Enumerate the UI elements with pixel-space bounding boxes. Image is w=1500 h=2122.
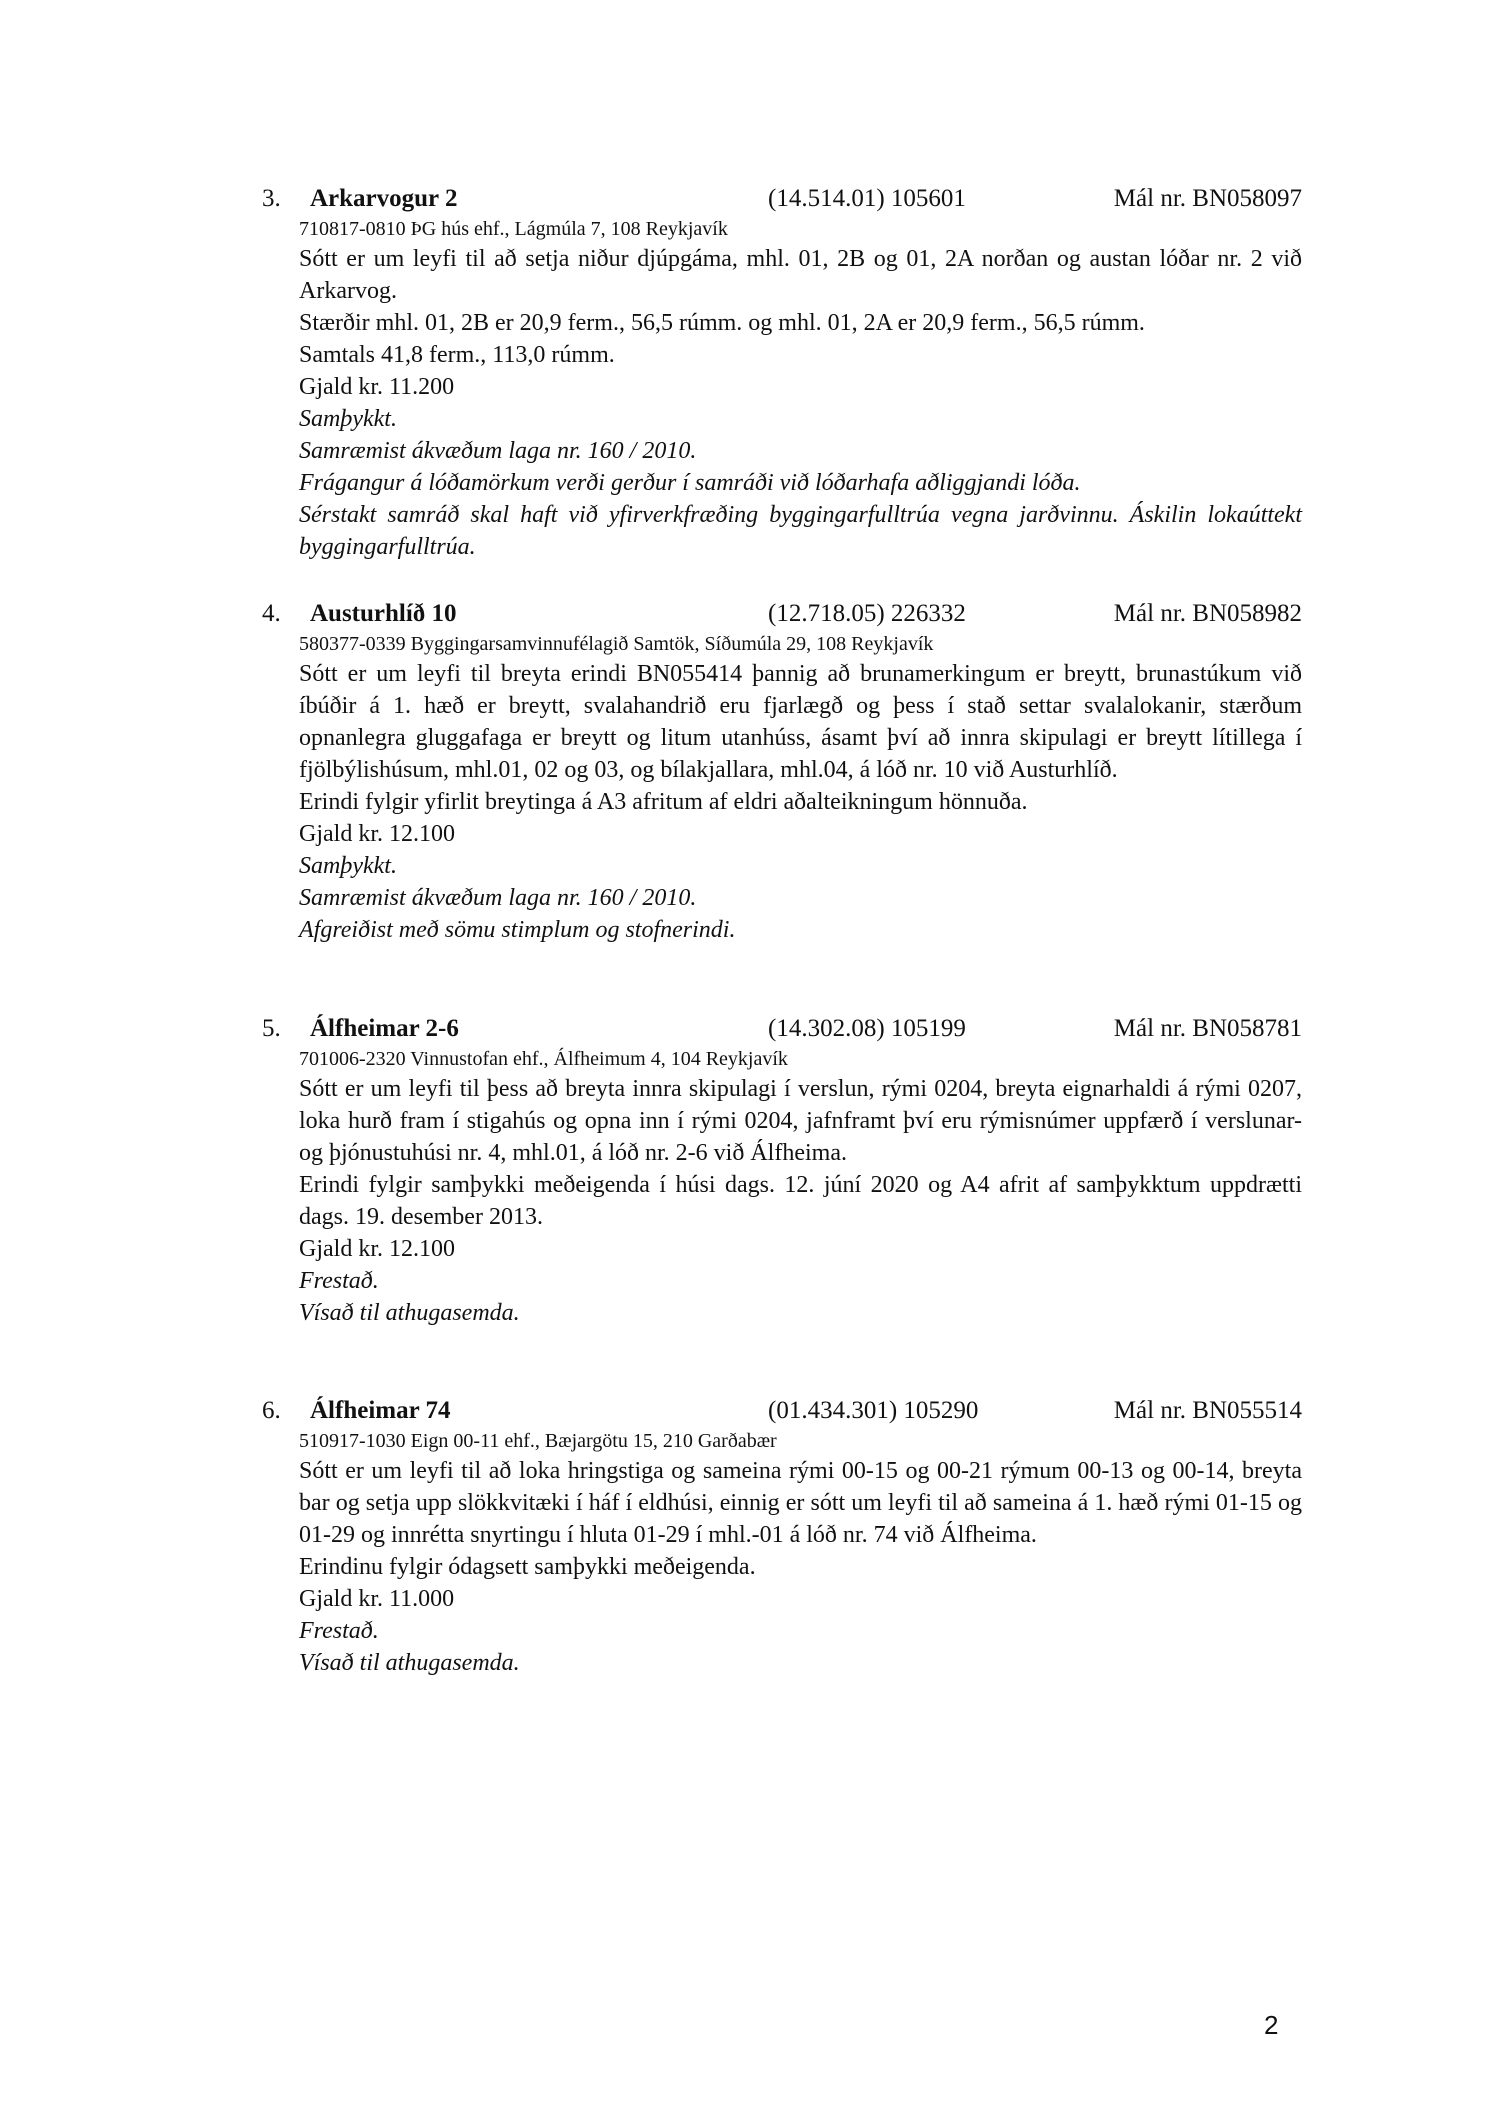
property-name: Austurhlíð 10 <box>310 600 457 627</box>
item-number: 3. <box>262 185 281 212</box>
decision-line: Vísað til athugasemda. <box>299 1650 520 1676</box>
case-number: Mál nr. BN058781 <box>1113 1015 1302 1042</box>
decision-line: Frágangur á lóðamörkum verði gerður í samráði við lóðarhafa aðliggjandi lóða. <box>299 470 1081 496</box>
decision-line: Samþykkt. <box>299 406 397 432</box>
case-number: Mál nr. BN055514 <box>1113 1397 1302 1424</box>
decision-line: Vísað til athugasemda. <box>299 1300 520 1326</box>
case-header <box>262 597 1302 631</box>
item-number: 5. <box>262 1015 281 1042</box>
fee: Gjald kr. 12.100 <box>299 821 455 847</box>
page-number: 2 <box>1264 2010 1279 2040</box>
case-body <box>299 1428 1302 1679</box>
fee: Gjald kr. 11.000 <box>299 1586 455 1612</box>
case-header <box>262 1012 1302 1046</box>
applicant: 580377-0339 Byggingarsamvinnufélagið Samtök, Síðumúla 29, 108 Reykjavík <box>299 633 934 655</box>
case-body <box>299 631 1302 946</box>
lot-number: (14.514.01) 105601 <box>768 185 966 212</box>
property-name: Álfheimar 2-6 <box>310 1015 459 1042</box>
decision-line: Samþykkt. <box>299 853 397 879</box>
description: Sótt er um leyfi til breyta erindi BN055414 þannig að brunamerkingum er breytt, brunastúkum við íbúðir á 1. hæð er breytt, svalahandrið eru fjarlægð og þess í stað settar svalalokanir, stærðum opnanlegra gluggafaga er breytt og litum utanhúss, ásamt því að innra skipulagi er breytt lítillega í fjölbýlishúsum, mhl.01, 02 og 03, og bílakjallara, mhl.04, á lóð nr. 10 við Austurhlíð. <box>299 661 1302 783</box>
applicant: 710817-0810 ÞG hús ehf., Lágmúla 7, 108 Reykjavík <box>299 218 728 240</box>
decision-line: Frestað. <box>299 1268 379 1294</box>
case-header <box>262 1394 1302 1428</box>
description: Sótt er um leyfi til þess að breyta innra skipulagi í verslun, rými 0204, breyta eignarhaldi á rými 0207, loka hurð fram í stigahús og opna inn í rými 0204, jafnframt því eru rýmisnúmer uppfærð í verslunar- og þjónustuhúsi nr. 4, mhl.01, á lóð nr. 2-6 við Álfheima. <box>299 1076 1302 1166</box>
decision-line: Sérstakt samráð skal haft við yfirverkfræðing byggingarfulltrúa vegna jarðvinnu. Áskilin lokaúttekt byggingarfulltrúa. <box>299 502 1302 560</box>
lot-number: (01.434.301) 105290 <box>768 1397 979 1424</box>
description: Sótt er um leyfi til að setja niður djúpgáma, mhl. 01, 2B og 01, 2A norðan og austan lóðar nr. 2 við Arkarvog. <box>299 246 1302 304</box>
applicant: 510917-1030 Eign 00-11 ehf., Bæjargötu 15, 210 Garðabær <box>299 1430 777 1452</box>
case-body <box>299 1046 1302 1329</box>
case-header <box>262 182 1302 216</box>
case-item-6 <box>262 1394 1302 1679</box>
case-item-3 <box>262 182 1302 563</box>
property-name: Álfheimar 74 <box>310 1397 451 1424</box>
case-number: Mál nr. BN058982 <box>1113 600 1302 627</box>
description: Erindinu fylgir ódagsett samþykki meðeigenda. <box>299 1554 756 1580</box>
decision-line: Samræmist ákvæðum laga nr. 160 / 2010. <box>299 885 697 911</box>
applicant: 701006-2320 Vinnustofan ehf., Álfheimum 4, 104 Reykjavík <box>299 1048 788 1070</box>
item-number: 4. <box>262 600 281 627</box>
decision-line: Samræmist ákvæðum laga nr. 160 / 2010. <box>299 438 697 464</box>
case-item-4 <box>262 597 1302 946</box>
description: Sótt er um leyfi til að loka hringstiga og sameina rými 00-15 og 00-21 rýmum 00-13 og 00-14, breyta bar og setja upp slökkvitæki í háf í eldhúsi, einnig er sótt um leyfi til að sameina á 1. hæð rými 01-15 og 01-29 og innrétta snyrtingu í hluta 01-29 í mhl.-01 á lóð nr. 74 við Álfheima. <box>299 1458 1302 1548</box>
decision-line: Afgreiðist með sömu stimplum og stofnerindi. <box>299 917 736 943</box>
decision-line: Frestað. <box>299 1618 379 1644</box>
description: Erindi fylgir samþykki meðeigenda í húsi dags. 12. júní 2020 og A4 afrit af samþykktum uppdrætti dags. 19. desember 2013. <box>299 1172 1302 1230</box>
case-number: Mál nr. BN058097 <box>1113 185 1302 212</box>
description: Erindi fylgir yfirlit breytinga á A3 afritum af eldri aðalteikningum hönnuða. <box>299 789 1028 815</box>
case-item-5 <box>262 1012 1302 1329</box>
lot-number: (14.302.08) 105199 <box>768 1015 966 1042</box>
fee: Gjald kr. 11.200 <box>299 374 455 400</box>
property-name: Arkarvogur 2 <box>310 185 458 212</box>
lot-number: (12.718.05) 226332 <box>768 600 966 627</box>
description: Stærðir mhl. 01, 2B er 20,9 ferm., 56,5 rúmm. og mhl. 01, 2A er 20,9 ferm., 56,5 rúmm. <box>299 310 1145 336</box>
item-number: 6. <box>262 1397 281 1424</box>
case-body <box>299 216 1302 563</box>
description: Samtals 41,8 ferm., 113,0 rúmm. <box>299 342 615 368</box>
fee: Gjald kr. 12.100 <box>299 1236 455 1262</box>
